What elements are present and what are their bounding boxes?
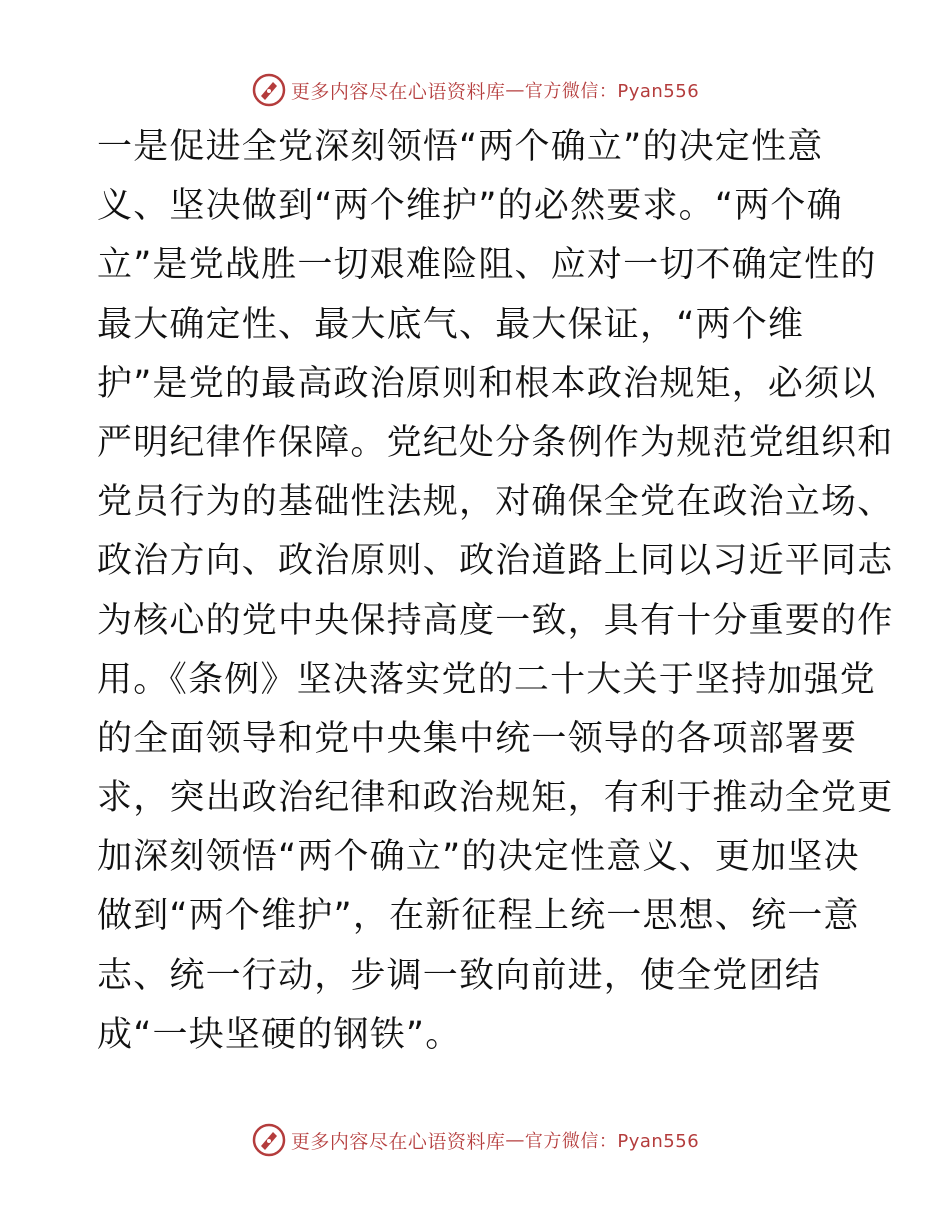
text-line: 为核心的党中央保持高度一致，具有十分重要的作 (97, 600, 894, 641)
pen-nib-icon (251, 1122, 287, 1158)
watermark-side-text: 官方微信：Pyan556 (524, 81, 700, 102)
text-line: 求，突出政治纪律和政治规矩，有利于推动全党更 (97, 778, 894, 819)
text-line: 志、统一行动，步调一致向前进，使全党团结 (97, 955, 822, 996)
header-watermark (0, 70, 950, 110)
text-line: 立”是党战胜一切艰难险阻、应对一切不确定性的 (97, 245, 877, 286)
pen-nib-icon (251, 72, 287, 108)
text-line: 义、坚决做到“两个维护”的必然要求。“两个确 (97, 186, 843, 227)
footer-watermark (0, 1120, 950, 1160)
text-line: 用。《条例》坚决落实党的二十大关于坚持加强党 (97, 659, 876, 700)
text-line: 最大确定性、最大底气、最大保证，“两个维 (97, 304, 805, 345)
watermark-main-text: 更多内容尽在心语资料库 (290, 80, 506, 103)
text-line: 政治方向、政治原则、政治道路上同以习近平同志 (97, 541, 894, 582)
watermark-side-text: 官方微信：Pyan556 (524, 1131, 700, 1152)
document-body (97, 118, 894, 1065)
text-line: 严明纪律作保障。党纪处分条例作为规范党组织和 (97, 422, 894, 463)
text-line: 做到“两个维护”，在新征程上统一思想、统一意 (97, 896, 860, 937)
watermark-dash: — (505, 79, 525, 101)
text-line: 护”是党的最高政治原则和根本政治规矩，必须以 (97, 363, 877, 404)
text-line: 的全面领导和党中央集中统一领导的各项部署要 (97, 718, 858, 759)
text-line: 成“一块坚硬的钢铁”。 (97, 1014, 462, 1055)
watermark-dash: — (505, 1129, 525, 1151)
watermark-main-text: 更多内容尽在心语资料库 (290, 1130, 506, 1153)
text-line: 一是促进全党深刻领悟“两个确立”的决定性意 (97, 127, 824, 167)
text-line: 党员行为的基础性法规，对确保全党在政治立场、 (97, 482, 894, 523)
text-line: 加深刻领悟“两个确立”的决定性意义、更加坚决 (97, 837, 860, 878)
